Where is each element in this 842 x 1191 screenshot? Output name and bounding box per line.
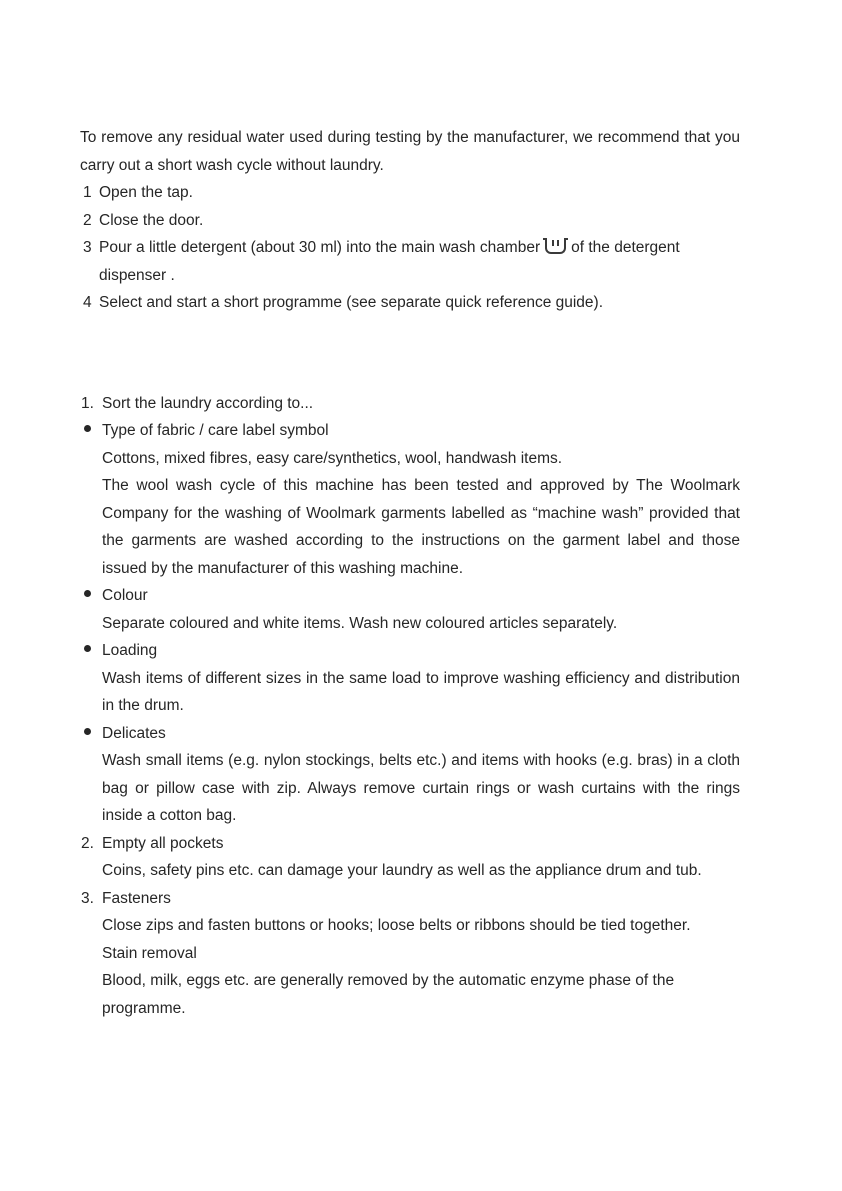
- step-text: Open the tap.: [99, 184, 193, 201]
- item-number: 1.: [81, 394, 94, 412]
- item-paragraph: Separate coloured and white items. Wash new coloured articles separately.: [102, 614, 618, 632]
- list-item-fasteners: [80, 885, 740, 1023]
- chamber-bar: [557, 240, 559, 246]
- step-text: [99, 234, 740, 289]
- item-paragraph: Coins, safety pins etc. can damage your laundry as well as the appliance drum and tub.: [102, 862, 702, 879]
- item-number: 2.: [81, 834, 94, 852]
- item-marker: [80, 637, 102, 720]
- list-item-empty-pockets: [80, 830, 740, 885]
- section-gap: [80, 317, 740, 390]
- item-marker: [80, 417, 102, 582]
- step-item-1: [80, 179, 740, 207]
- item-number: 3.: [81, 889, 94, 907]
- item-title: Colour: [102, 587, 148, 604]
- main-wash-chamber-icon: [545, 239, 566, 254]
- item-title: Empty all pockets: [102, 834, 224, 852]
- list-item-colour: [80, 582, 740, 637]
- item-paragraph: The wool wash cycle of this machine has been tested and approved by The Woolmark Company for the washing of Woolmark garments labelled as “machine wash” provided that the garments are washed according to the instructions on the garment label and those issued by the manufacturer of this washing machine.: [102, 477, 740, 577]
- item-paragraph: Close zips and fasten buttons or hooks; loose belts or ribbons should be tied together.: [102, 917, 691, 934]
- step-item-3: [80, 234, 740, 289]
- bullet-icon: [84, 728, 91, 735]
- intro-paragraph: To remove any residual water used during testing by the manufacturer, we recommend that you carry out a short wash cycle without laundry.: [80, 129, 740, 174]
- item-paragraph: Cottons, mixed fibres, easy care/synthetics, wool, handwash items.: [102, 449, 563, 467]
- bullet-icon: [84, 590, 91, 597]
- item-paragraph: Wash small items (e.g. nylon stockings, belts etc.) and items with hooks (e.g. bras) in a cloth bag or pillow case with zip. Always remove curtain rings or wash curtains with the rings inside a cotton bag.: [102, 752, 740, 824]
- step-text: Select and start a short programme (see separate quick reference guide).: [99, 294, 604, 311]
- item-title: Sort the laundry according to...: [102, 394, 314, 412]
- item-marker: [80, 582, 102, 637]
- step-number: 4: [83, 294, 92, 311]
- item-subtitle-stain-removal: Stain removal: [102, 944, 197, 962]
- list-item-loading: [80, 637, 740, 720]
- step-item-2: [80, 207, 740, 235]
- step-text-before-icon: Pour a little detergent (about 30 ml) into the main wash chamber: [99, 239, 541, 256]
- list-item-delicates: [80, 720, 740, 830]
- item-title: Fasteners: [102, 889, 171, 907]
- step-number: 1: [83, 184, 92, 201]
- item-title: Type of fabric / care label symbol: [102, 422, 329, 439]
- bullet-icon: [84, 425, 91, 432]
- chamber-bar: [552, 240, 554, 246]
- step-text: Close the door.: [99, 211, 204, 229]
- item-title: Loading: [102, 642, 158, 659]
- item-marker: [80, 720, 102, 830]
- list-item-sort: [80, 390, 740, 418]
- page-content: [80, 124, 740, 1022]
- list-item-fabric-type: [80, 417, 740, 582]
- step-text-after-icon: of the detergent dispenser .: [99, 239, 680, 284]
- step-number: 2: [83, 211, 92, 229]
- item-paragraph: Wash items of different sizes in the same load to improve washing efficiency and distribution in the drum.: [102, 669, 740, 714]
- step-item-4: [80, 289, 740, 317]
- bullet-icon: [84, 645, 91, 652]
- step-number: 3: [83, 239, 92, 256]
- item-paragraph: Blood, milk, eggs etc. are generally removed by the automatic enzyme phase of the programme.: [102, 972, 675, 1017]
- item-title: Delicates: [102, 724, 166, 742]
